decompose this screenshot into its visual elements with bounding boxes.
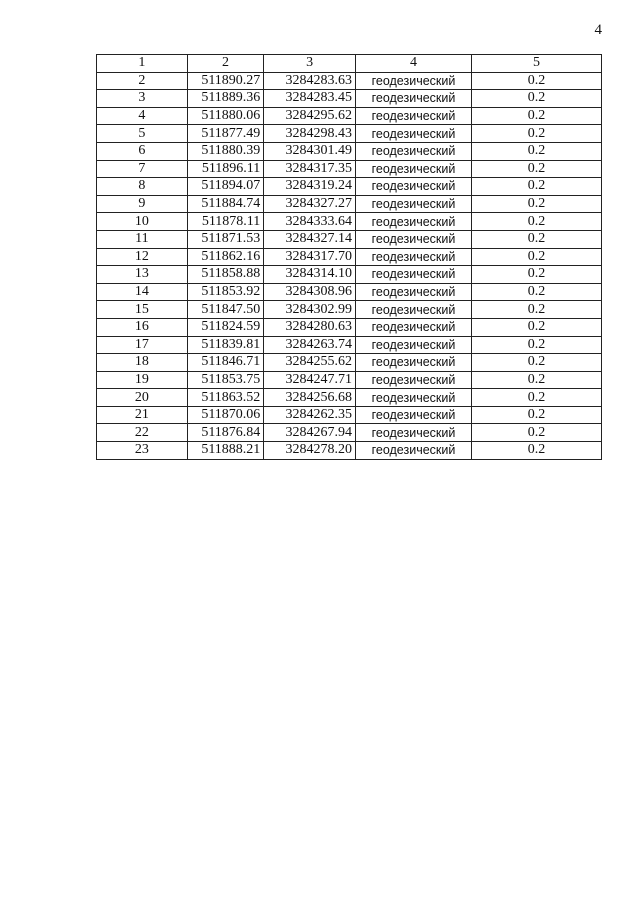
y-coordinate-cell: 3284267.94 — [264, 424, 356, 442]
method-cell: геодезический — [356, 178, 472, 196]
table-row — [97, 371, 602, 389]
accuracy-cell: 0.2 — [471, 125, 601, 143]
x-coordinate-cell: 511846.71 — [187, 354, 264, 372]
point-number-cell: 10 — [97, 213, 188, 231]
y-coordinate-cell: 3284278.20 — [264, 442, 356, 460]
point-number-cell: 4 — [97, 107, 188, 125]
y-coordinate-cell: 3284263.74 — [264, 336, 356, 354]
accuracy-cell: 0.2 — [471, 230, 601, 248]
table-row — [97, 406, 602, 424]
point-number-cell: 22 — [97, 424, 188, 442]
method-cell: геодезический — [356, 213, 472, 231]
accuracy-cell: 0.2 — [471, 107, 601, 125]
x-coordinate-cell: 511871.53 — [187, 230, 264, 248]
table-row — [97, 125, 602, 143]
accuracy-cell: 0.2 — [471, 301, 601, 319]
y-coordinate-cell: 3284283.45 — [264, 90, 356, 108]
y-coordinate-cell: 3284247.71 — [264, 371, 356, 389]
y-coordinate-cell: 3284262.35 — [264, 406, 356, 424]
table-row — [97, 160, 602, 178]
table-row — [97, 442, 602, 460]
y-coordinate-cell: 3284317.35 — [264, 160, 356, 178]
point-number-cell: 13 — [97, 266, 188, 284]
point-number-cell: 2 — [97, 72, 188, 90]
method-cell: геодезический — [356, 336, 472, 354]
x-coordinate-cell: 511847.50 — [187, 301, 264, 319]
x-coordinate-cell: 511880.39 — [187, 142, 264, 160]
point-number-cell: 5 — [97, 125, 188, 143]
accuracy-cell: 0.2 — [471, 72, 601, 90]
header-cell-5: 5 — [471, 55, 601, 73]
method-cell: геодезический — [356, 424, 472, 442]
table-body — [97, 55, 602, 460]
y-coordinate-cell: 3284256.68 — [264, 389, 356, 407]
table-row — [97, 72, 602, 90]
x-coordinate-cell: 511890.27 — [187, 72, 264, 90]
accuracy-cell: 0.2 — [471, 142, 601, 160]
y-coordinate-cell: 3284314.10 — [264, 266, 356, 284]
x-coordinate-cell: 511894.07 — [187, 178, 264, 196]
method-cell: геодезический — [356, 442, 472, 460]
accuracy-cell: 0.2 — [471, 90, 601, 108]
y-coordinate-cell: 3284333.64 — [264, 213, 356, 231]
x-coordinate-cell: 511888.21 — [187, 442, 264, 460]
point-number-cell: 18 — [97, 354, 188, 372]
x-coordinate-cell: 511877.49 — [187, 125, 264, 143]
table-row — [97, 142, 602, 160]
accuracy-cell: 0.2 — [471, 354, 601, 372]
table-row — [97, 178, 602, 196]
accuracy-cell: 0.2 — [471, 389, 601, 407]
table-row — [97, 301, 602, 319]
table-row — [97, 213, 602, 231]
header-cell-3: 3 — [264, 55, 356, 73]
method-cell: геодезический — [356, 230, 472, 248]
method-cell: геодезический — [356, 107, 472, 125]
method-cell: геодезический — [356, 354, 472, 372]
header-cell-2: 2 — [187, 55, 264, 73]
table-row — [97, 424, 602, 442]
x-coordinate-cell: 511839.81 — [187, 336, 264, 354]
page-number: 4 — [594, 22, 602, 38]
method-cell: геодезический — [356, 266, 472, 284]
x-coordinate-cell: 511862.16 — [187, 248, 264, 266]
point-number-cell: 20 — [97, 389, 188, 407]
table-row — [97, 389, 602, 407]
x-coordinate-cell: 511863.52 — [187, 389, 264, 407]
point-number-cell: 14 — [97, 283, 188, 301]
y-coordinate-cell: 3284255.62 — [264, 354, 356, 372]
accuracy-cell: 0.2 — [471, 266, 601, 284]
method-cell: геодезический — [356, 142, 472, 160]
table-row — [97, 266, 602, 284]
y-coordinate-cell: 3284317.70 — [264, 248, 356, 266]
point-number-cell: 16 — [97, 318, 188, 336]
point-number-cell: 3 — [97, 90, 188, 108]
point-number-cell: 15 — [97, 301, 188, 319]
x-coordinate-cell: 511858.88 — [187, 266, 264, 284]
point-number-cell: 6 — [97, 142, 188, 160]
method-cell: геодезический — [356, 125, 472, 143]
x-coordinate-cell: 511878.11 — [187, 213, 264, 231]
table-row — [97, 248, 602, 266]
y-coordinate-cell: 3284283.63 — [264, 72, 356, 90]
y-coordinate-cell: 3284308.96 — [264, 283, 356, 301]
method-cell: геодезический — [356, 406, 472, 424]
point-number-cell: 19 — [97, 371, 188, 389]
accuracy-cell: 0.2 — [471, 371, 601, 389]
accuracy-cell: 0.2 — [471, 160, 601, 178]
table-header-row — [97, 55, 602, 73]
accuracy-cell: 0.2 — [471, 213, 601, 231]
y-coordinate-cell: 3284302.99 — [264, 301, 356, 319]
table-row — [97, 230, 602, 248]
method-cell: геодезический — [356, 389, 472, 407]
method-cell: геодезический — [356, 72, 472, 90]
table-row — [97, 107, 602, 125]
table-row — [97, 283, 602, 301]
point-number-cell: 23 — [97, 442, 188, 460]
point-number-cell: 17 — [97, 336, 188, 354]
y-coordinate-cell: 3284298.43 — [264, 125, 356, 143]
method-cell: геодезический — [356, 318, 472, 336]
method-cell: геодезический — [356, 248, 472, 266]
x-coordinate-cell: 511889.36 — [187, 90, 264, 108]
x-coordinate-cell: 511824.59 — [187, 318, 264, 336]
method-cell: геодезический — [356, 371, 472, 389]
x-coordinate-cell: 511896.11 — [187, 160, 264, 178]
method-cell: геодезический — [356, 195, 472, 213]
accuracy-cell: 0.2 — [471, 424, 601, 442]
accuracy-cell: 0.2 — [471, 336, 601, 354]
y-coordinate-cell: 3284301.49 — [264, 142, 356, 160]
point-number-cell: 11 — [97, 230, 188, 248]
table-row — [97, 336, 602, 354]
method-cell: геодезический — [356, 90, 472, 108]
y-coordinate-cell: 3284327.27 — [264, 195, 356, 213]
x-coordinate-cell: 511876.84 — [187, 424, 264, 442]
method-cell: геодезический — [356, 301, 472, 319]
y-coordinate-cell: 3284319.24 — [264, 178, 356, 196]
accuracy-cell: 0.2 — [471, 178, 601, 196]
y-coordinate-cell: 3284280.63 — [264, 318, 356, 336]
accuracy-cell: 0.2 — [471, 318, 601, 336]
point-number-cell: 12 — [97, 248, 188, 266]
header-cell-4: 4 — [356, 55, 472, 73]
x-coordinate-cell: 511880.06 — [187, 107, 264, 125]
y-coordinate-cell: 3284327.14 — [264, 230, 356, 248]
accuracy-cell: 0.2 — [471, 283, 601, 301]
x-coordinate-cell: 511853.75 — [187, 371, 264, 389]
accuracy-cell: 0.2 — [471, 442, 601, 460]
point-number-cell: 7 — [97, 160, 188, 178]
y-coordinate-cell: 3284295.62 — [264, 107, 356, 125]
table-row — [97, 318, 602, 336]
x-coordinate-cell: 511870.06 — [187, 406, 264, 424]
accuracy-cell: 0.2 — [471, 406, 601, 424]
accuracy-cell: 0.2 — [471, 248, 601, 266]
coordinates-table — [96, 54, 602, 460]
x-coordinate-cell: 511853.92 — [187, 283, 264, 301]
accuracy-cell: 0.2 — [471, 195, 601, 213]
x-coordinate-cell: 511884.74 — [187, 195, 264, 213]
table-row — [97, 354, 602, 372]
method-cell: геодезический — [356, 283, 472, 301]
header-cell-1: 1 — [97, 55, 188, 73]
table-row — [97, 195, 602, 213]
point-number-cell: 8 — [97, 178, 188, 196]
point-number-cell: 9 — [97, 195, 188, 213]
method-cell: геодезический — [356, 160, 472, 178]
table-row — [97, 90, 602, 108]
point-number-cell: 21 — [97, 406, 188, 424]
